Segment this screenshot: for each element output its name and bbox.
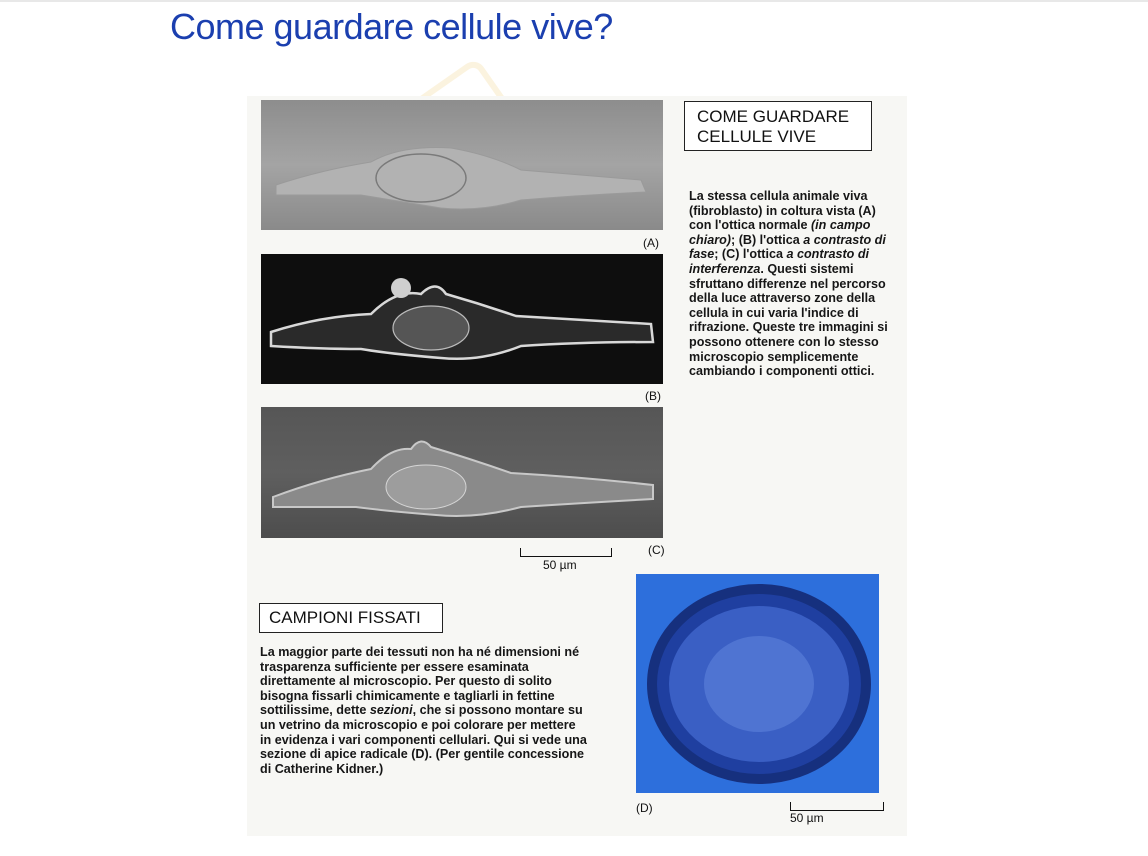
- caption-seg: a contrasto di fase: [689, 232, 886, 262]
- caption-seg: sezioni: [369, 703, 413, 718]
- caption-seg: , che si possono montare su un vetrino da microscopio e poi colorare per mettere in evidenza i vari componenti cellulari. Qui si vede una sezione di apice radicale (D). (Per gentile concessione di Catherine Kidner.): [260, 703, 587, 776]
- fixed-samples-heading: CAMPIONI FISSATI: [269, 608, 421, 627]
- heading-line-1: COME GUARDARE: [697, 107, 850, 126]
- caption-seg: La stessa cellula animale viva (fibroblasto) in coltura vista (A) con l'ottica normale: [689, 189, 876, 233]
- scale-label-bottom: 50 µm: [790, 811, 824, 825]
- live-cells-caption: [689, 189, 889, 379]
- caption-seg: a contrasto di interferenza: [689, 247, 870, 276]
- root-apex-section-image: [636, 574, 879, 793]
- label-d: (D): [636, 801, 653, 815]
- caption-seg: ; (C) l'ottica: [714, 247, 787, 262]
- scale-label-top: 50 µm: [543, 558, 577, 572]
- slide-title: Come guardare cellule vive?: [170, 6, 613, 47]
- caption-seg: (in campo chiaro): [689, 218, 871, 247]
- brightfield-cell-image: [261, 100, 663, 230]
- label-a: (A): [643, 236, 659, 250]
- interference-contrast-cell-image: [261, 407, 663, 538]
- scale-bar-bottom: [790, 802, 884, 811]
- live-cells-heading-box: [684, 101, 872, 151]
- scale-bar-top: [520, 548, 612, 557]
- fixed-samples-heading-box: [259, 603, 443, 633]
- heading-line-2: CELLULE VIVE: [697, 127, 817, 146]
- phase-contrast-cell-image: [261, 254, 663, 384]
- fixed-samples-caption: [260, 645, 590, 776]
- label-b: (B): [645, 389, 661, 403]
- caption-seg: La maggior parte dei tessuti non ha né dimensioni né trasparenza sufficiente per essere esaminata direttamente al microscopio. Per questo di solito bisogna fissarli chimicamente e tagliarli in fettine sottilissime, dette: [260, 645, 580, 718]
- caption-seg: . Questi sistemi sfruttano differenze nel percorso della luce attraverso zone della cellula in cui varia l'indice di rifrazione. Queste tre immagini si possono ottenere con lo stesso microscopio semplicemente cambiando i componenti ottici.: [689, 261, 888, 379]
- top-border: [0, 0, 1148, 2]
- caption-seg: ; (B) l'ottica: [731, 232, 804, 247]
- label-c: (C): [648, 543, 665, 557]
